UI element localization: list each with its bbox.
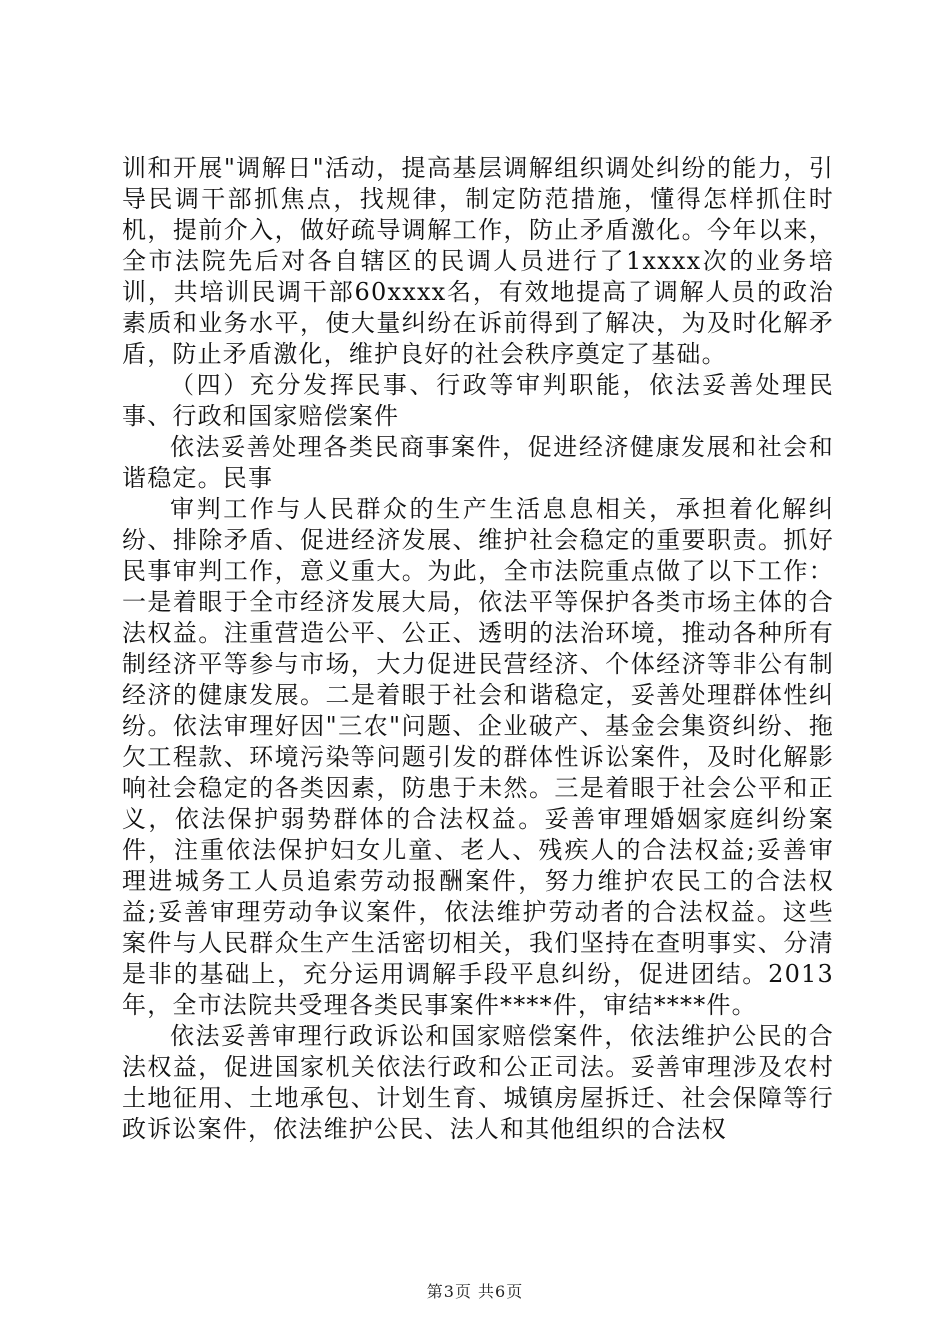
paragraph-administrative-litigation: 依法妥善审理行政诉讼和国家赔偿案件，依法维护公民的合法权益，促进国家机关依法行政和公正司法。妥善审理涉及农村土地征用、土地承包、计划生育、城镇房屋拆迁、社会保障等行政诉讼案件，依法维护公民、法人和其他组织的合法权	[122, 1022, 834, 1143]
paragraph-civil-trial-work: 审判工作与人民群众的生产生活息息相关，承担着化解纠纷、排除矛盾、促进经济发展、维护社会稳定的重要职责。抓好民事审判工作，意义重大。为此，全市法院重点做了以下工作：一是着眼于全市经济发展大局，依法平等保护各类市场主体的合法权益。注重营造公平、公正、透明的法治环境，推动各种所有制经济平等参与市场，大力促进民营经济、个体经济等非公有制经济的健康发展。二是着眼于社会和谐稳定，妥善处理群体性纠纷。依法审理好因"三农"问题、企业破产、基金会集资纠纷、拖欠工程款、环境污染等问题引发的群体性诉讼案件，及时化解影响社会稳定的各类因素，防患于未然。三是着眼于社会公平和正义，依法保护弱势群体的合法权益。妥善审理婚姻家庭纠纷案件，注重依法保护妇女儿童、老人、残疾人的合法权益;妥善审理进城务工人员追索劳动报酬案件，努力维护农民工的合法权益;妥善审理劳动争议案件，依法维护劳动者的合法权益。这些案件与人民群众生产生活密切相关，我们坚持在查明事实、分清是非的基础上，充分运用调解手段平息纠纷，促进团结。2013年，全市法院共受理各类民事案件****件，审结****件。	[122, 495, 834, 1019]
paragraph-mediation-training: 训和开展"调解日"活动，提高基层调解组织调处纠纷的能力，引导民调干部抓焦点，找规律，制定防范措施，懂得怎样抓住时机，提前介入，做好疏导调解工作，防止矛盾激化。今年以来，全市法院先后对各自辖区的民调人员进行了1xxxx次的业务培训，共培训民调干部60xxxx名，有效地提高了调解人员的政治素质和业务水平，使大量纠纷在诉前得到了解决，为及时化解矛盾，防止矛盾激化，维护良好的社会秩序奠定了基础。	[122, 154, 834, 368]
section-heading-four: （四）充分发挥民事、行政等审判职能，依法妥善处理民事、行政和国家赔偿案件	[122, 371, 834, 430]
page-number-footer: 第3页 共6页	[426, 1282, 524, 1301]
document-body	[122, 153, 834, 1145]
paragraph-civil-commercial: 依法妥善处理各类民商事案件，促进经济健康发展和社会和谐稳定。民事	[122, 433, 834, 492]
